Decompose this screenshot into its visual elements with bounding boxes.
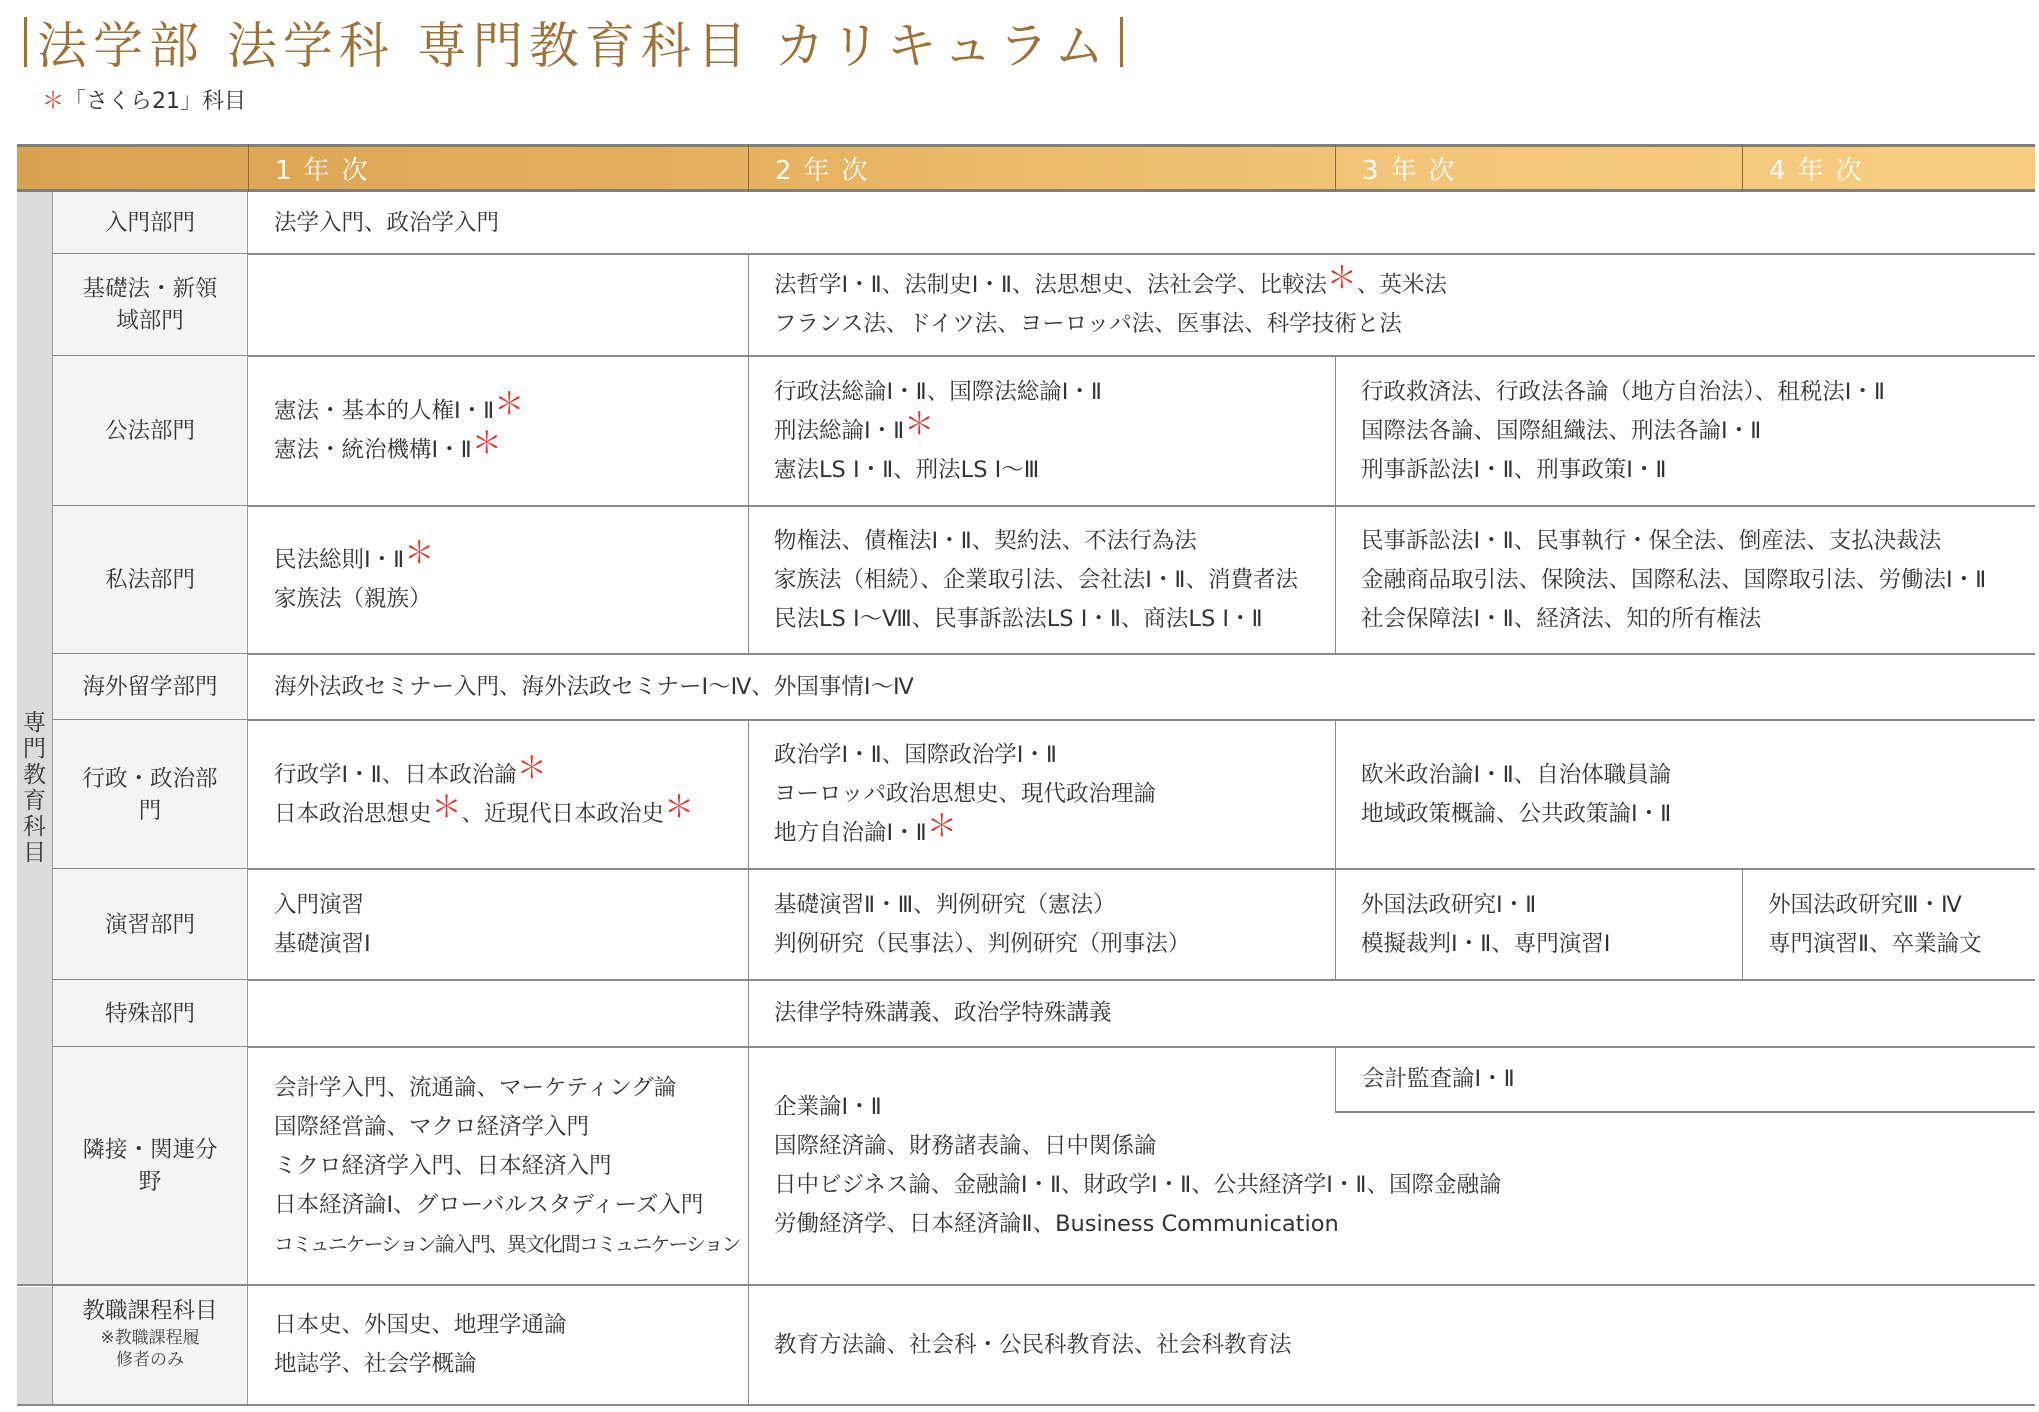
course-line bbox=[774, 994, 2035, 1033]
course-line bbox=[774, 451, 1335, 490]
course-text: 行政救済法、行政法各論（地方自治法）、租税法Ⅰ・Ⅱ bbox=[1361, 378, 1885, 405]
course-text: 教育方法論、社会科・公民科教育法、社会科教育法 bbox=[774, 1331, 1292, 1358]
course-line bbox=[1361, 412, 2035, 451]
course-text: 判例研究（民事法）、判例研究（刑事法） bbox=[774, 930, 1191, 957]
course-line bbox=[274, 1345, 748, 1384]
course-line bbox=[774, 522, 1335, 561]
course-line bbox=[274, 426, 748, 470]
course-line bbox=[1768, 925, 2035, 964]
course-line bbox=[774, 1205, 2035, 1244]
course-text: 物権法、債権法Ⅰ・Ⅱ、契約法、不法行為法 bbox=[774, 527, 1197, 554]
course-text: 日本史、外国史、地理学通論 bbox=[274, 1312, 567, 1338]
course-line bbox=[274, 1108, 748, 1147]
course-text: 家族法（相続）、企業取引法、会社法Ⅰ・Ⅱ、消費者法 bbox=[774, 566, 1298, 593]
course-text: 国際経済論、財務諸表論、日中関係論 bbox=[774, 1133, 1157, 1159]
course-line bbox=[774, 261, 2035, 305]
cell-c1 bbox=[248, 980, 748, 1047]
column-divider bbox=[748, 1047, 749, 1285]
course-line bbox=[774, 600, 1335, 639]
course-text: フランス法、ドイツ法、ヨーロッパ法、医事法、科学技術と法 bbox=[774, 311, 1402, 337]
column-divider bbox=[748, 356, 749, 506]
row-divider bbox=[17, 1404, 2035, 1406]
side-strip-teaching bbox=[17, 1287, 52, 1405]
legend bbox=[42, 84, 246, 115]
course-line bbox=[774, 305, 2035, 344]
column-divider bbox=[748, 506, 749, 654]
course-text: 地誌学、社会学概論 bbox=[274, 1351, 477, 1377]
course-text: 日本政治思想史 bbox=[274, 800, 432, 827]
course-line bbox=[1362, 1060, 2035, 1099]
course-text: 法律学特殊講義、政治学特殊講義 bbox=[774, 1000, 1112, 1026]
course-text: 日中ビジネス論、金融論Ⅰ・Ⅱ、財政学Ⅰ・Ⅱ、公共経済学Ⅰ・Ⅱ、国際金融論 bbox=[774, 1172, 1502, 1198]
row-label-text: 入門部門 bbox=[104, 210, 195, 236]
cell-c234 bbox=[748, 980, 2035, 1047]
cell-c2 bbox=[748, 506, 1335, 654]
course-text: 国際法各論、国際組織法、刑法各論Ⅰ・Ⅱ bbox=[1361, 417, 1762, 444]
course-text: 憲法・基本的人権Ⅰ・Ⅱ bbox=[274, 398, 495, 424]
course-text: 外国法政研究Ⅰ・Ⅱ bbox=[1361, 891, 1537, 918]
row-label bbox=[52, 192, 248, 254]
course-line bbox=[774, 925, 1335, 964]
column-divider bbox=[1335, 506, 1336, 654]
course-line bbox=[1361, 756, 2035, 795]
sakura21-star-icon: ＊ bbox=[404, 536, 435, 571]
course-text: 海外法政セミナー入門、海外法政セミナーⅠ〜Ⅳ、外国事情Ⅰ〜Ⅳ bbox=[274, 673, 914, 700]
column-divider bbox=[748, 869, 749, 980]
column-divider bbox=[748, 254, 749, 356]
cell-c2 bbox=[748, 869, 1335, 980]
row-label-text: 私法部門 bbox=[104, 567, 195, 593]
cell-c34 bbox=[1335, 356, 2035, 506]
sakura21-star-icon: ＊ bbox=[471, 426, 502, 461]
course-text: 民法総則Ⅰ・Ⅱ bbox=[274, 547, 405, 573]
sakura21-star-icon: ＊ bbox=[516, 750, 547, 786]
sakura21-star-icon: ＊ bbox=[904, 406, 935, 442]
course-line bbox=[274, 536, 748, 580]
course-line bbox=[274, 886, 748, 925]
course-line bbox=[774, 1326, 2035, 1365]
cell-c1 bbox=[248, 1047, 748, 1285]
course-text: 行政学Ⅰ・Ⅱ、日本政治論 bbox=[274, 761, 517, 788]
course-text: 政治学Ⅰ・Ⅱ、国際政治学Ⅰ・Ⅱ bbox=[774, 742, 1057, 768]
cell-c1 bbox=[248, 506, 748, 654]
row-label-text: 行政・政治部門 bbox=[82, 765, 218, 824]
cell-c1 bbox=[248, 1285, 748, 1405]
row-label-text: 基礎法・新領域部門 bbox=[82, 276, 218, 334]
column-divider bbox=[1335, 720, 1336, 869]
course-line bbox=[774, 1127, 2035, 1166]
row-label-text: 海外留学部門 bbox=[82, 674, 218, 700]
column-divider bbox=[748, 1285, 749, 1405]
sakura21-star-icon: ＊ bbox=[926, 809, 957, 844]
row-label bbox=[52, 654, 248, 720]
course-line bbox=[274, 925, 748, 964]
course-line bbox=[774, 561, 1335, 600]
column-divider bbox=[748, 980, 749, 1047]
sakura21-star-icon: ＊ bbox=[664, 789, 695, 825]
course-line bbox=[274, 1306, 748, 1345]
course-line bbox=[274, 789, 748, 834]
row-label bbox=[52, 506, 248, 654]
course-text: 家族法（親族） bbox=[274, 586, 432, 612]
course-text: 刑法総論Ⅰ・Ⅱ bbox=[774, 417, 905, 444]
legend-text: 「さくら21」科目 bbox=[64, 89, 247, 114]
course-text: 入門演習 bbox=[274, 891, 365, 918]
course-text: 民法LS Ⅰ〜Ⅷ、民事訴訟法LS Ⅰ・Ⅱ、商法LS Ⅰ・Ⅱ bbox=[774, 605, 1263, 632]
course-line bbox=[1361, 522, 2035, 561]
course-text: 、英米法 bbox=[1356, 272, 1447, 298]
course-line bbox=[774, 373, 1335, 412]
course-text: 刑事訴訟法Ⅰ・Ⅱ、刑事政策Ⅰ・Ⅱ bbox=[1361, 456, 1667, 483]
page-title-text: 法学部 法学科 専門教育科目 カリキュラム bbox=[37, 17, 1111, 75]
cell-c234 bbox=[748, 1285, 2035, 1405]
course-line bbox=[274, 1069, 748, 1108]
course-line bbox=[1361, 886, 1742, 925]
row-divider bbox=[17, 1284, 2035, 1286]
course-line bbox=[1361, 600, 2035, 639]
course-text: 専門演習Ⅱ、卒業論文 bbox=[1768, 930, 1982, 957]
cell-c234 bbox=[748, 254, 2035, 356]
course-text: 外国法政研究Ⅲ・Ⅳ bbox=[1768, 891, 1962, 918]
course-line bbox=[774, 809, 1335, 853]
cell-c1 bbox=[248, 356, 748, 506]
sakura21-star-icon: ＊ bbox=[42, 89, 65, 114]
course-line bbox=[274, 1186, 748, 1225]
cell-c1 bbox=[248, 869, 748, 980]
course-line bbox=[774, 886, 1335, 925]
sakura21-star-icon: ＊ bbox=[431, 789, 462, 825]
cell-c4 bbox=[1742, 869, 2035, 980]
header-year-3: 3年次 bbox=[1335, 144, 1742, 192]
row-label-text: 特殊部門 bbox=[104, 1000, 195, 1027]
cell-c2 bbox=[748, 720, 1335, 869]
course-text: 基礎演習Ⅱ・Ⅲ、判例研究（憲法） bbox=[774, 891, 1116, 918]
cell-c1 bbox=[248, 254, 748, 356]
course-text: 労働経済学、日本経済論Ⅱ、Business Communication bbox=[774, 1211, 1339, 1237]
cell-c3 bbox=[1335, 869, 1742, 980]
header-year-1: 1年次 bbox=[248, 144, 748, 192]
cell-c2 bbox=[748, 356, 1335, 506]
row-label bbox=[52, 254, 248, 356]
course-line bbox=[274, 668, 2035, 707]
course-text: 民事訴訟法Ⅰ・Ⅱ、民事執行・保全法、倒産法、支払決裁法 bbox=[1361, 527, 1942, 554]
row-label bbox=[52, 356, 248, 506]
course-text: 欧米政治論Ⅰ・Ⅱ、自治体職員論 bbox=[1361, 761, 1672, 788]
course-text: 模擬裁判Ⅰ・Ⅱ、専門演習Ⅰ bbox=[1361, 930, 1611, 957]
course-line bbox=[274, 204, 2035, 243]
course-text: 国際経営論、マクロ経済学入門 bbox=[274, 1113, 590, 1140]
course-line bbox=[274, 1225, 748, 1264]
course-text: 法哲学Ⅰ・Ⅱ、法制史Ⅰ・Ⅱ、法思想史、法社会学、比較法 bbox=[774, 272, 1327, 298]
course-line bbox=[774, 736, 1335, 775]
row-label bbox=[52, 720, 248, 869]
course-line bbox=[274, 1147, 748, 1186]
column-divider bbox=[1742, 869, 1743, 980]
cell-c34 bbox=[1335, 720, 2035, 869]
column-divider bbox=[1335, 869, 1336, 980]
course-line bbox=[774, 406, 1335, 451]
course-line bbox=[1361, 451, 2035, 490]
course-line bbox=[274, 387, 748, 431]
sakura21-star-icon: ＊ bbox=[1326, 261, 1357, 296]
row-label-note: ※教職課程履修者のみ bbox=[100, 1328, 200, 1370]
course-line bbox=[1361, 561, 2035, 600]
column-divider bbox=[1335, 356, 1336, 506]
course-line bbox=[1361, 795, 2035, 834]
course-text: 企業論Ⅰ・Ⅱ bbox=[774, 1094, 882, 1120]
course-text: コミュニケーション論入門、異文化間コミュニケーション bbox=[274, 1231, 740, 1256]
course-text: ヨーロッパ政治思想史、現代政治理論 bbox=[774, 781, 1157, 807]
row-label-text: 演習部門 bbox=[104, 911, 195, 938]
course-text: 憲法LS Ⅰ・Ⅱ、刑法LS Ⅰ〜Ⅲ bbox=[774, 456, 1040, 483]
course-text: 社会保障法Ⅰ・Ⅱ、経済法、知的所有権法 bbox=[1361, 605, 1762, 632]
course-line bbox=[774, 775, 1335, 814]
cell-c1234 bbox=[248, 654, 2035, 720]
course-line bbox=[1361, 373, 2035, 412]
row-label-text: 教職課程科目 bbox=[82, 1298, 218, 1324]
course-text: 会計監査論Ⅰ・Ⅱ bbox=[1362, 1065, 1515, 1092]
course-text: 、近現代日本政治史 bbox=[461, 800, 665, 827]
row-label bbox=[52, 869, 248, 980]
course-line bbox=[774, 1166, 2035, 1205]
sakura21-star-icon: ＊ bbox=[494, 387, 525, 422]
side-label: 専門教育科目 bbox=[23, 710, 46, 866]
course-text: 地域政策概論、公共政策論Ⅰ・Ⅱ bbox=[1361, 800, 1672, 827]
course-line bbox=[1768, 886, 2035, 925]
page-title bbox=[14, 6, 1133, 78]
course-text: ミクロ経済学入門、日本経済入門 bbox=[274, 1152, 612, 1179]
course-text: 基礎演習Ⅰ bbox=[274, 930, 371, 957]
course-line bbox=[1361, 925, 1742, 964]
cell-c1 bbox=[248, 720, 748, 869]
cell-c1234 bbox=[248, 192, 2035, 254]
course-text: 法学入門、政治学入門 bbox=[274, 209, 500, 236]
course-text: 憲法・統治機構Ⅰ・Ⅱ bbox=[274, 437, 472, 463]
header-year-4: 4年次 bbox=[1742, 144, 2035, 192]
course-text: 日本経済論Ⅰ、グローバルスタディーズ入門 bbox=[274, 1191, 704, 1218]
row-label bbox=[52, 980, 248, 1047]
header-year-2: 2年次 bbox=[748, 144, 1335, 192]
course-text: 金融商品取引法、保険法、国際私法、国際取引法、労働法Ⅰ・Ⅱ bbox=[1361, 566, 1987, 593]
row-label bbox=[52, 1047, 248, 1285]
course-text: 地方自治論Ⅰ・Ⅱ bbox=[774, 820, 927, 846]
course-line bbox=[274, 580, 748, 619]
course-text: 会計学入門、流通論、マーケティング論 bbox=[274, 1074, 677, 1101]
row-label bbox=[52, 1285, 248, 1405]
cell-c34 bbox=[1335, 506, 2035, 654]
row-label-text: 隣接・関連分野 bbox=[82, 1137, 218, 1195]
cell-c34-top bbox=[1335, 1047, 2035, 1113]
row-label-text: 公法部門 bbox=[104, 418, 195, 444]
course-text: 行政法総論Ⅰ・Ⅱ、国際法総論Ⅰ・Ⅱ bbox=[774, 378, 1102, 405]
column-divider bbox=[748, 720, 749, 869]
